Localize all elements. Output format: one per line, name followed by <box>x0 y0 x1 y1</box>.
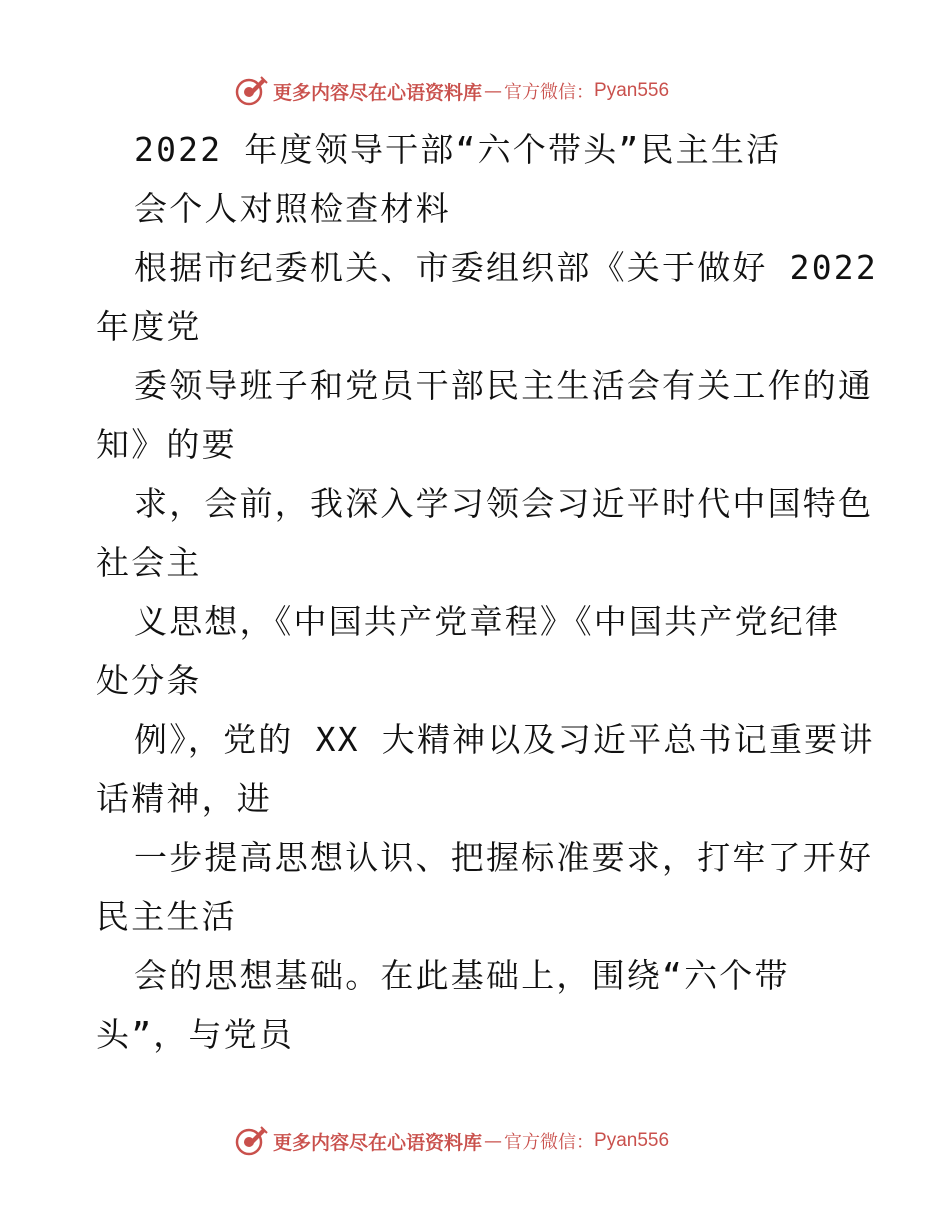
document-text-line: 求，会前，我深入学习领会习近平时代中国特色 <box>134 484 874 523</box>
document-text-line: 例》，党的 XX 大精神以及习近平总书记重要讲 <box>134 720 875 759</box>
watermark-sub-text: 官方微信： <box>504 1132 595 1153</box>
quill-pen-circle-icon <box>233 73 269 109</box>
watermark-sub-text: 官方微信： <box>504 82 595 103</box>
document-text-line: 知》的要 <box>96 425 237 464</box>
document-text-line: 一步提高思想认识、把握标准要求，打牢了开好 <box>134 838 874 877</box>
document-text-line: 根据市纪委机关、市委组织部《关于做好 2022 <box>134 248 878 287</box>
watermark-main-text: 更多内容尽在心语资料库 <box>273 81 483 104</box>
header-watermark <box>233 71 669 111</box>
document-text-line: 年度党 <box>96 307 202 346</box>
document-text-line: 民主生活 <box>96 897 237 936</box>
document-text-line: 话精神，进 <box>96 779 272 818</box>
watermark-main-text: 更多内容尽在心语资料库 <box>273 1131 483 1154</box>
document-text-line: 头”，与党员 <box>96 1015 295 1054</box>
watermark-wechat-id: Pyan556 <box>594 80 670 101</box>
footer-watermark <box>233 1121 669 1161</box>
document-text-line: 会的思想基础。在此基础上，围绕“六个带 <box>134 956 790 995</box>
document-body <box>96 120 878 1064</box>
quill-pen-circle-icon <box>233 1123 269 1159</box>
document-text-line: 社会主 <box>96 543 202 582</box>
document-title-line-1: 2022 年度领导干部“六个带头”民主生活 <box>134 130 782 169</box>
document-text-line: 处分条 <box>96 661 202 700</box>
watermark-dash: — <box>484 80 503 102</box>
watermark-dash: — <box>484 1130 503 1152</box>
document-title-line-2: 会个人对照检查材料 <box>134 189 451 228</box>
watermark-wechat-id: Pyan556 <box>594 1130 670 1151</box>
document-text-line: 委领导班子和党员干部民主生活会有关工作的通 <box>134 366 874 405</box>
document-text-line: 义思想，《中国共产党章程》《中国共产党纪律 <box>134 602 841 641</box>
